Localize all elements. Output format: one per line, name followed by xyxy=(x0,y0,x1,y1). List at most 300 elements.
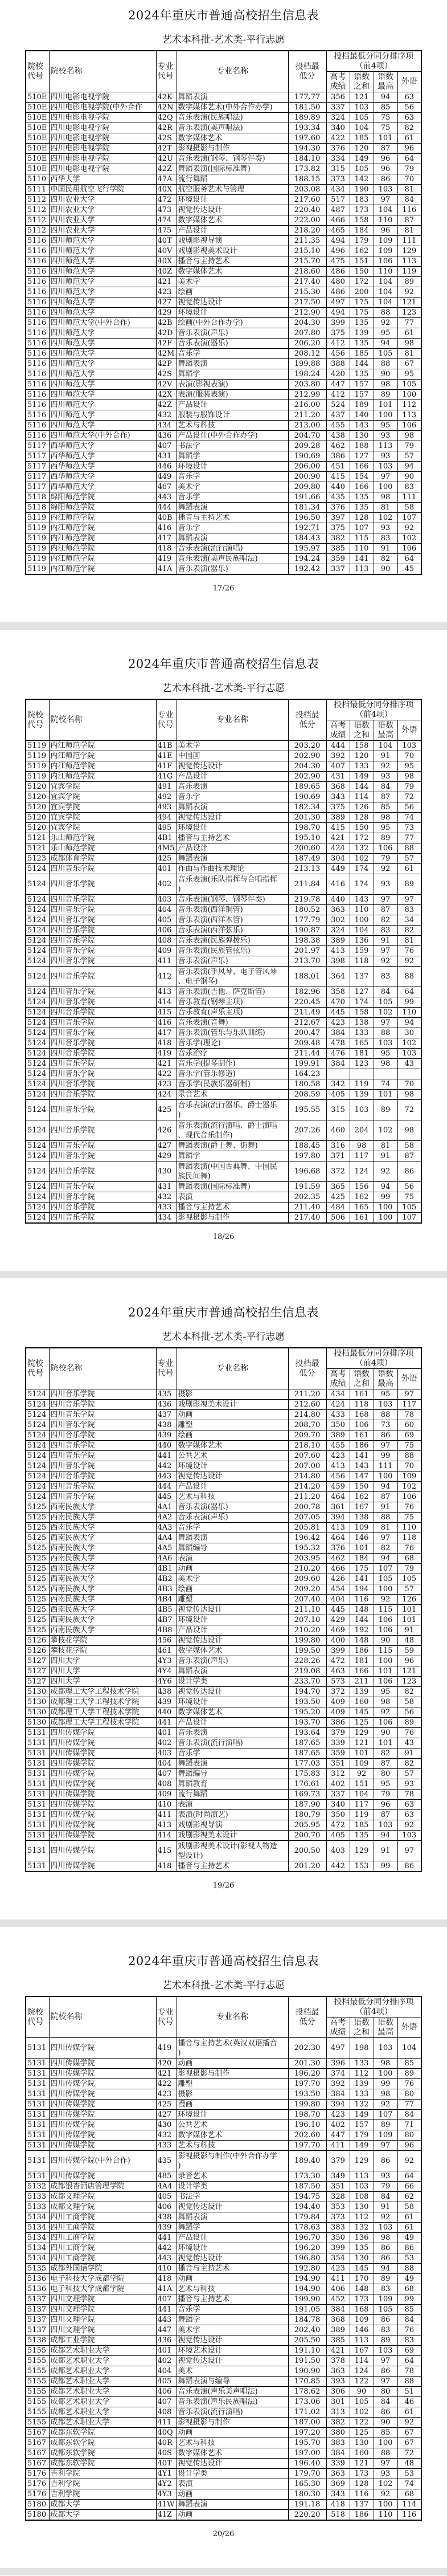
min-score-cell: 211.44 xyxy=(288,1049,326,1059)
major-code-cell: 430 xyxy=(156,2120,177,2130)
min-score-cell: 170.85 xyxy=(288,2377,326,2387)
gaokao-score-cell: 397 xyxy=(326,513,350,523)
chinese-math-sum-cell: 166 xyxy=(350,462,374,472)
school-code-cell: 5117 xyxy=(26,451,49,462)
table-row xyxy=(26,1472,421,1482)
chinese-math-sum-cell: 162 xyxy=(350,1192,374,1203)
major-name-cell: 音乐表演 xyxy=(177,1728,288,1738)
school-code-cell: 5124 xyxy=(26,1441,49,1451)
min-score-cell: 209.20 xyxy=(288,1584,326,1595)
foreign-language-score-cell: 81 xyxy=(397,185,421,195)
school-name-cell: 四川传媒学院 xyxy=(49,2089,156,2100)
min-score-cell: 218.10 xyxy=(288,1441,326,1451)
table-row xyxy=(26,205,421,215)
table-row xyxy=(26,2469,421,2479)
major-name-cell: 戏剧影视美术设计 xyxy=(177,1831,288,1841)
min-score-cell: 164.23 xyxy=(288,1069,326,1079)
school-name-cell: 四川传媒学院 xyxy=(49,1738,156,1748)
chinese-math-max-cell xyxy=(374,1069,397,1079)
school-code-cell: 5131 xyxy=(26,2089,49,2100)
chinese-math-max-cell: 92 xyxy=(374,1707,397,1718)
foreign-language-score-cell: 109 xyxy=(397,1472,421,1482)
major-code-cell: 40R xyxy=(156,2438,177,2448)
chinese-math-sum-cell: 135 xyxy=(350,1831,374,1841)
chinese-math-max-cell: 87 xyxy=(374,1492,397,1502)
gaokao-score-cell: 376 xyxy=(326,144,350,154)
major-code-cell: 417 xyxy=(156,533,177,544)
foreign-language-score-cell: 78 xyxy=(397,1410,421,1420)
foreign-language-score-cell: 93 xyxy=(397,1779,421,1790)
table-row xyxy=(26,987,421,997)
major-code-cell: 425 xyxy=(156,854,177,864)
chinese-math-max-cell: 79 xyxy=(374,2182,397,2192)
major-code-cell: 423 xyxy=(156,287,177,297)
table-row xyxy=(26,482,421,492)
school-name-cell: 四川音乐学院 xyxy=(49,926,156,936)
header-foreign-language: 外语 xyxy=(397,2017,421,2038)
chinese-math-sum-cell: 144 xyxy=(350,1615,374,1625)
foreign-language-score-cell: 85 xyxy=(397,2059,421,2069)
header-min-score: 投档最低分 xyxy=(288,1348,326,1389)
chinese-math-max-cell: 85 xyxy=(374,103,397,113)
foreign-language-score-cell: 53 xyxy=(397,2469,421,2479)
school-name-cell: 四川文理学院 xyxy=(49,2305,156,2315)
chinese-math-sum-cell: 141 xyxy=(350,1451,374,1461)
chinese-math-max-cell: 88 xyxy=(374,308,397,318)
foreign-language-score-cell: 97 xyxy=(397,1841,421,1861)
chinese-math-max-cell: 90 xyxy=(374,369,397,380)
school-name-cell: 四川音乐学院 xyxy=(49,915,156,926)
min-score-cell: 211.20 xyxy=(288,1389,326,1400)
major-name-cell: 音乐表演(声乐) xyxy=(177,328,288,339)
table-row xyxy=(26,2366,421,2377)
major-code-cell: 494 xyxy=(156,813,177,823)
table-row xyxy=(26,339,421,349)
major-code-cell: 402 xyxy=(156,2356,177,2366)
foreign-language-score-cell: 76 xyxy=(397,946,421,956)
gaokao-score-cell: 451 xyxy=(326,462,350,472)
min-score-cell: 208.70 xyxy=(288,1420,326,1430)
major-name-cell: 舞蹈表演(中国古典舞、中国民 族民间舞) xyxy=(177,1161,288,1182)
table-row xyxy=(26,144,421,154)
major-code-cell: 40X xyxy=(156,256,177,267)
major-name-cell: 播音与主持艺术 xyxy=(177,256,288,267)
chinese-math-max-cell: 82 xyxy=(374,1748,397,1759)
chinese-math-max-cell: 88 xyxy=(374,359,397,369)
table-row xyxy=(26,133,421,144)
chinese-math-max-cell: 92 xyxy=(374,864,397,874)
foreign-language-score-cell: 69 xyxy=(397,1430,421,1441)
major-code-cell: 4A3 xyxy=(156,1523,177,1533)
major-code-cell: 447 xyxy=(156,2325,177,2335)
major-name-cell: 雕塑 xyxy=(177,1595,288,1605)
gaokao-score-cell: 462 xyxy=(326,441,350,451)
gaokao-score-cell: 518 xyxy=(326,2510,350,2521)
major-code-cell: 42D xyxy=(156,328,177,339)
school-code-cell: 5124 xyxy=(26,1079,49,1090)
major-code-cell: 439 xyxy=(156,2223,177,2233)
school-name-cell: 四川音乐学院 xyxy=(49,1038,156,1049)
school-name-cell: 四川大学 xyxy=(49,1666,156,1677)
chinese-math-max-cell: 103 xyxy=(374,2038,397,2059)
chinese-math-max-cell: 113 xyxy=(374,441,397,451)
min-score-cell: 213.70 xyxy=(288,956,326,967)
document-title: 2024年重庆市普通高校招生信息表 xyxy=(128,657,319,671)
gaokao-score-cell: 464 xyxy=(326,1533,350,1543)
major-code-cell: 4A4 xyxy=(156,2182,177,2192)
table-row xyxy=(26,1595,421,1605)
gaokao-score-cell: 363 xyxy=(326,2469,350,2479)
min-score-cell: 214.80 xyxy=(288,1410,326,1420)
foreign-language-score-cell: 70 xyxy=(397,1461,421,1472)
foreign-language-score-cell: 96 xyxy=(397,144,421,154)
min-score-cell: 207.60 xyxy=(288,1451,326,1461)
foreign-language-score-cell: 106 xyxy=(397,421,421,431)
school-name-cell: 四川电影电视学院 xyxy=(49,123,156,133)
major-code-cell: 42X xyxy=(156,390,177,400)
chinese-math-sum-cell: 168 xyxy=(350,2305,374,2315)
school-code-cell: 5131 xyxy=(26,1748,49,1759)
school-code-cell: 5130 xyxy=(26,1697,49,1707)
major-code-cell: 41A xyxy=(156,564,177,575)
chinese-math-sum-cell: 138 xyxy=(350,1018,374,1028)
chinese-math-sum-cell: 136 xyxy=(350,2233,374,2243)
table-row xyxy=(26,2120,421,2130)
school-name-cell: 四川电影电视学院(中外合作 xyxy=(49,103,156,113)
major-name-cell: 环境设计 xyxy=(177,1461,288,1472)
gaokao-score-cell: 497 xyxy=(326,297,350,308)
major-name-cell: 戏剧影视导演 xyxy=(177,1820,288,1831)
school-name-cell: 四川音乐学院 xyxy=(49,1482,156,1492)
document-subtitle: 艺术本科批-艺术类-平行志愿 xyxy=(162,34,285,46)
gaokao-score-cell: 407 xyxy=(326,761,350,772)
chinese-math-sum-cell: 126 xyxy=(350,802,374,813)
school-code-cell: 5120 xyxy=(26,802,49,813)
major-code-cell: 442 xyxy=(156,2243,177,2253)
chinese-math-max-cell: 98 xyxy=(374,380,397,390)
min-score-cell: 189.89 xyxy=(288,113,326,123)
table-row xyxy=(26,1482,421,1492)
table-row xyxy=(26,113,421,123)
foreign-language-score-cell: 34 xyxy=(397,915,421,926)
chinese-math-max-cell: 86 xyxy=(374,2407,397,2418)
school-name-cell: 四川工商学院 xyxy=(49,2212,156,2223)
school-code-cell: 5137 xyxy=(26,2305,49,2315)
gaokao-score-cell: 376 xyxy=(326,503,350,513)
foreign-language-score-cell: 78 xyxy=(397,2366,421,2377)
school-code-cell: 5125 xyxy=(26,1574,49,1584)
school-name-cell: 攀枝花学院 xyxy=(49,1636,156,1646)
major-code-cell: 418 xyxy=(156,1861,177,1872)
table-row xyxy=(26,782,421,792)
major-name-cell: 音乐教育(钢琴主项) xyxy=(177,997,288,1008)
school-code-cell: 5116 xyxy=(26,400,49,410)
school-code-cell: 5127 xyxy=(26,1677,49,1687)
major-name-cell: 艺术与科技 xyxy=(177,421,288,431)
school-code-cell: 5116 xyxy=(26,318,49,328)
gaokao-score-cell: 385 xyxy=(326,2335,350,2346)
chinese-math-sum-cell: 119 xyxy=(350,1079,374,1090)
min-score-cell: 180.30 xyxy=(288,2489,326,2500)
chinese-math-max-cell: 89 xyxy=(374,2335,397,2346)
page-separator xyxy=(0,2568,447,2575)
min-score-cell: 222.00 xyxy=(288,215,326,226)
gaokao-score-cell: 444 xyxy=(326,741,350,751)
chinese-math-max-cell: 92 xyxy=(374,761,397,772)
major-name-cell: 美术学 xyxy=(177,1574,288,1584)
school-name-cell: 四川工商学院 xyxy=(49,2233,156,2243)
school-name-cell: 四川传媒学院 xyxy=(49,1820,156,1831)
min-score-cell: 194.40 xyxy=(288,2202,326,2212)
foreign-language-score-cell: 113 xyxy=(397,256,421,267)
chinese-math-sum-cell: 112 xyxy=(350,2212,374,2223)
school-name-cell: 四川师范大学 xyxy=(49,308,156,318)
table-row xyxy=(26,1049,421,1059)
chinese-math-sum-cell: 189 xyxy=(350,400,374,410)
school-name-cell: 四川工商学院 xyxy=(49,2223,156,2233)
major-code-cell: 406 xyxy=(156,926,177,936)
foreign-language-score-cell: 89 xyxy=(397,1718,421,1728)
table-row xyxy=(26,1861,421,1872)
major-code-cell: 41B xyxy=(156,741,177,751)
header-chinese-math-max: 语数最高 xyxy=(374,1369,397,1389)
table-row xyxy=(26,1543,421,1554)
major-code-cell: 419 xyxy=(156,1049,177,1059)
chinese-math-max-cell: 94 xyxy=(374,1482,397,1492)
major-code-cell: 419 xyxy=(156,554,177,564)
foreign-language-score-cell: 96 xyxy=(397,2141,421,2151)
school-code-cell: 5124 xyxy=(26,1090,49,1100)
table-row xyxy=(26,226,421,236)
major-code-cell: 427 xyxy=(156,2110,177,2120)
min-score-cell: 212.90 xyxy=(288,308,326,318)
foreign-language-score-cell: 74 xyxy=(397,813,421,823)
chinese-math-sum-cell: 128 xyxy=(350,2479,374,2489)
chinese-math-sum-cell: 109 xyxy=(350,1759,374,1769)
major-name-cell: 音乐表演(管乐与乐队训练) xyxy=(177,1028,288,1038)
foreign-language-score-cell: 64 xyxy=(397,154,421,164)
table-row xyxy=(26,2274,421,2284)
page-number: 19/26 xyxy=(212,1881,235,1890)
table-row xyxy=(26,2356,421,2366)
chinese-math-max-cell: 110 xyxy=(374,2510,397,2521)
table-row xyxy=(26,1687,421,1697)
major-code-cell: 407 xyxy=(156,1769,177,1779)
school-code-cell: 5124 xyxy=(26,1430,49,1441)
foreign-language-score-cell: 86 xyxy=(397,1861,421,1872)
table-row xyxy=(26,195,421,205)
chinese-math-max-cell: 89 xyxy=(374,2120,397,2130)
major-code-cell: 439 xyxy=(156,1697,177,1707)
gaokao-score-cell: 447 xyxy=(326,2130,350,2141)
school-code-cell: 5131 xyxy=(26,2110,49,2120)
major-code-cell: 40V xyxy=(156,246,177,256)
school-code-cell: 5125 xyxy=(26,1554,49,1564)
chinese-math-sum-cell: 100 xyxy=(350,915,374,926)
major-name-cell: 戏剧影视美术设计(影视人物造 型设计) xyxy=(177,1841,288,1861)
school-code-cell: 5131 xyxy=(26,1759,49,1769)
major-code-cell: 427 xyxy=(156,1141,177,1151)
foreign-language-score-cell: 56 xyxy=(397,802,421,813)
min-score-cell: 193.34 xyxy=(288,123,326,133)
chinese-math-sum-cell: 105 xyxy=(350,164,374,174)
gaokao-score-cell: 363 xyxy=(326,905,350,915)
min-score-cell: 196.50 xyxy=(288,513,326,523)
table-row xyxy=(26,1213,421,1224)
major-name-cell: 动画 xyxy=(177,2428,288,2438)
school-code-cell: 5124 xyxy=(26,1028,49,1038)
school-name-cell: 成都文理学院 xyxy=(49,2192,156,2202)
table-row xyxy=(26,400,421,410)
school-code-cell: 5131 xyxy=(26,2141,49,2151)
min-score-cell: 193.50 xyxy=(288,1697,326,1707)
school-code-cell: 5124 xyxy=(26,987,49,997)
gaokao-score-cell: 375 xyxy=(326,802,350,813)
major-name-cell: 摄影 xyxy=(177,1389,288,1400)
min-score-cell: 180.79 xyxy=(288,1810,326,1820)
school-code-cell: 5124 xyxy=(26,1213,49,1224)
table-row xyxy=(26,895,421,905)
gaokao-score-cell: 376 xyxy=(326,1543,350,1554)
gaokao-score-cell: 315 xyxy=(326,164,350,174)
foreign-language-score-cell: 118 xyxy=(397,1533,421,1543)
school-name-cell: 四川电影电视学院 xyxy=(49,92,156,103)
major-name-cell: 表演 xyxy=(177,1554,288,1564)
chinese-math-max-cell: 81 xyxy=(374,1523,397,1533)
chinese-math-sum-cell: 102 xyxy=(350,854,374,864)
major-code-cell: 408 xyxy=(156,936,177,946)
major-name-cell: 视觉传达设计 xyxy=(177,297,288,308)
major-name-cell: 视觉传达设计 xyxy=(177,2356,288,2366)
min-score-cell: 180.58 xyxy=(288,1079,326,1090)
gaokao-score-cell: 380 xyxy=(326,2428,350,2438)
major-name-cell: 录音艺术 xyxy=(177,2171,288,2182)
chinese-math-max-cell: 98 xyxy=(374,1059,397,1069)
major-code-cell: 415 xyxy=(156,1841,177,1861)
foreign-language-score-cell: 111 xyxy=(397,492,421,503)
major-name-cell: 书法学 xyxy=(177,441,288,451)
table-row xyxy=(26,297,421,308)
major-name-cell: 音乐表演(声乐) xyxy=(177,1656,288,1666)
table-row xyxy=(26,1028,421,1038)
major-name-cell: 音乐学(民族乐器研制) xyxy=(177,1079,288,1090)
school-code-cell: 5116 xyxy=(26,267,49,277)
gaokao-score-cell: 442 xyxy=(326,1861,350,1872)
gaokao-score-cell: 433 xyxy=(326,1410,350,1420)
major-name-cell: 音乐表演(西洋铜管) xyxy=(177,905,288,915)
min-score-cell: 187.50 xyxy=(288,2182,326,2192)
chinese-math-sum-cell: 151 xyxy=(350,1779,374,1790)
min-score-cell: 198.70 xyxy=(288,823,326,833)
major-name-cell: 舞蹈表演 xyxy=(177,359,288,369)
foreign-language-score-cell: 121 xyxy=(397,1666,421,1677)
major-name-cell: 音乐表演(民族管弦乐) xyxy=(177,946,288,956)
document-page xyxy=(0,1278,447,1919)
school-name-cell: 四川电影电视学院 xyxy=(49,113,156,123)
school-code-cell: 5124 xyxy=(26,915,49,926)
chinese-math-max-cell: 98 xyxy=(374,492,397,503)
chinese-math-max-cell: 83 xyxy=(374,533,397,544)
chinese-math-max-cell: 106 xyxy=(374,1615,397,1625)
major-code-cell: 42K xyxy=(156,92,177,103)
min-score-cell: 202.90 xyxy=(288,751,326,761)
chinese-math-sum-cell: 175 xyxy=(350,1564,374,1574)
chinese-math-max-cell: 96 xyxy=(374,154,397,164)
foreign-language-score-cell: 123 xyxy=(397,1677,421,1687)
gaokao-score-cell: 411 xyxy=(326,2141,350,2151)
gaokao-score-cell: 372 xyxy=(326,1161,350,1182)
header-major-name: 专业名称 xyxy=(177,699,288,741)
chinese-math-max-cell: 91 xyxy=(374,1841,397,1861)
foreign-language-score-cell: 87 xyxy=(397,215,421,226)
chinese-math-sum-cell: 105 xyxy=(350,2397,374,2407)
major-name-cell: 绘画 xyxy=(177,287,288,297)
school-name-cell: 四川音乐学院 xyxy=(49,1090,156,1100)
major-name-cell: 音乐学 xyxy=(177,792,288,802)
major-name-cell: 产品设计 xyxy=(177,226,288,236)
table-row xyxy=(26,1151,421,1161)
major-name-cell: 音乐学 xyxy=(177,2305,288,2315)
gaokao-score-cell: 361 xyxy=(326,1502,350,1513)
gaokao-score-cell: 404 xyxy=(326,1595,350,1605)
chinese-math-max-cell: 87 xyxy=(374,1759,397,1769)
school-code-cell: 5116 xyxy=(26,277,49,287)
min-score-cell: 209.70 xyxy=(288,1430,326,1441)
min-score-cell: 208.12 xyxy=(288,349,326,359)
school-name-cell: 四川音乐学院 xyxy=(49,1410,156,1420)
school-code-cell: 5155 xyxy=(26,2407,49,2418)
foreign-language-score-cell: 88 xyxy=(397,967,421,987)
school-code-cell: 5131 xyxy=(26,2069,49,2079)
school-code-cell: 5176 xyxy=(26,2469,49,2479)
school-code-cell: 5116 xyxy=(26,390,49,400)
foreign-language-score-cell: 102 xyxy=(397,1038,421,1049)
foreign-language-score-cell: 75 xyxy=(397,1513,421,1523)
major-name-cell: 舞蹈表演 xyxy=(177,802,288,813)
major-name-cell: 流行舞蹈 xyxy=(177,174,288,185)
document-subtitle: 艺术本科批-艺术类-平行志愿 xyxy=(162,1980,285,1991)
school-code-cell: 5116 xyxy=(26,308,49,318)
gaokao-score-cell: 472 xyxy=(326,1820,350,1831)
min-score-cell: 188.15 xyxy=(288,174,326,185)
table-row xyxy=(26,761,421,772)
school-name-cell: 四川音乐学院 xyxy=(49,1079,156,1090)
table-row xyxy=(26,1820,421,1831)
school-name-cell: 四川音乐学院 xyxy=(49,1451,156,1461)
chinese-math-sum-cell: 127 xyxy=(350,451,374,462)
min-score-cell: 201.30 xyxy=(288,2059,326,2069)
foreign-language-score-cell: 101 xyxy=(397,1605,421,1615)
min-score-cell: 194.90 xyxy=(288,2284,326,2294)
foreign-language-score-cell: 92 xyxy=(397,2151,421,2171)
foreign-language-score-cell: 72 xyxy=(397,1100,421,1120)
school-code-cell: 5124 xyxy=(26,1451,49,1461)
foreign-language-score-cell: 70 xyxy=(397,174,421,185)
school-code-cell: 5180 xyxy=(26,2510,49,2521)
chinese-math-sum-cell: 154 xyxy=(350,472,374,482)
school-name-cell: 四川农业大学 xyxy=(49,215,156,226)
school-code-cell: 5125 xyxy=(26,1523,49,1533)
major-name-cell: 音乐表演(流行演唱) xyxy=(177,544,288,554)
chinese-math-sum-cell: 122 xyxy=(350,2418,374,2428)
document-page xyxy=(0,1927,447,2568)
min-score-cell: 197.20 xyxy=(288,2428,326,2438)
foreign-language-score-cell: 104 xyxy=(397,2038,421,2059)
table-row xyxy=(26,544,421,554)
chinese-math-max-cell: 92 xyxy=(374,1161,397,1182)
foreign-language-score-cell: 89 xyxy=(397,277,421,287)
min-score-cell: 190.69 xyxy=(288,451,326,462)
